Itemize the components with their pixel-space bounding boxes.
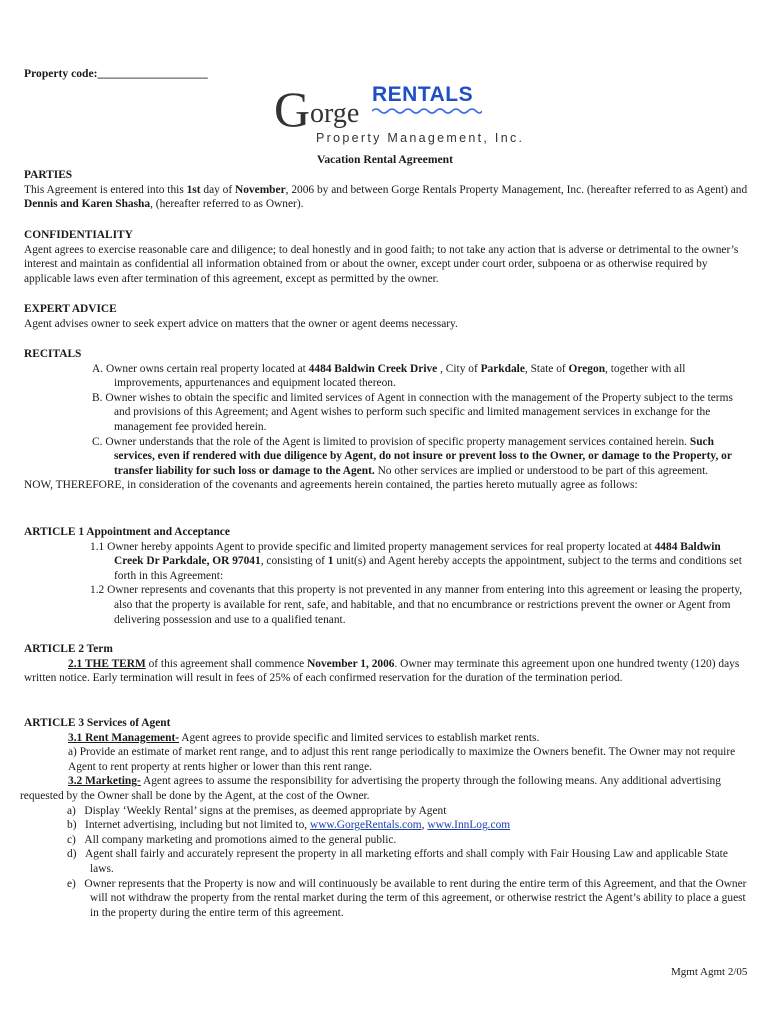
recitals-section [24, 347, 750, 493]
confidentiality-text: Agent agrees to exercise reasonable care and diligence; to deal honestly and in good faith; to not take any action that is adverse or detrimental to the owner’s interest and maintain as confidential all information obtained from or about the owner, except under court order, subpoena or as otherwise required by applicable laws even after termination of this agreement, except as permitted by the owner. [24, 243, 739, 285]
article-3-heading: ARTICLE 3 Services of Agent [24, 717, 171, 729]
logo-word-orge: orge [310, 98, 360, 129]
article-1-1: 1.1 Owner hereby appoints Agent to provide specific and limited property management services for real property located at 4484 Baldwin Creek Dr Parkdale, OR 97041, consisting of 1 unit(s) and Agent hereby accepts the appointment, subject to the terms and conditions set forth in this Agreement: [90, 540, 742, 582]
expert-advice-heading: EXPERT ADVICE [24, 303, 117, 315]
expert-advice-text: Agent advises owner to seek expert advice on matters that the owner or agent deems necessary. [24, 317, 458, 330]
recital-b: B. Owner wishes to obtain the specific and limited services of Agent in connection with the management of the Property subject to the terms and provisions of this Agreement; and Agent wishes to perform such specific and limited management services in exchange for the management fee provided herein. [92, 391, 733, 433]
logo-letter-g: G [274, 81, 311, 137]
article-2-term: 2.1 THE TERM of this agreement shall commence November 1, 2006. Owner may terminate this agreement upon one hundred twenty (120) days written notice. Early termination will result in fees of 25% of each confirmed reservation for the duration of the termination period. [24, 657, 740, 685]
article-1-section [24, 525, 750, 627]
article-1-heading: ARTICLE 1 Appointment and Acceptance [24, 526, 230, 538]
property-code-label: Property code:___________________ [24, 67, 208, 80]
innlog-link[interactable]: www.InnLog.com [427, 819, 511, 832]
article-1-2: 1.2 Owner represents and covenants that this property is not prevented in any manner from entering into this agreement or leasing the property, also that the property is available for rent, safe, and habitable, and that no encumbrance or restrictions prevent the owner or Agent from delivering possession and use to a qualified tenant. [90, 584, 743, 626]
logo-subtitle: Property Management, Inc. [316, 131, 525, 145]
marketing-item-d: d) Agent shall fairly and accurately represent the property in all marketing efforts and shall comply with Fair Housing Law and applicable State laws. [67, 848, 728, 875]
confidentiality-section [24, 228, 750, 286]
parties-text: This Agreement is entered into this 1st day of November, 2006 by and between Gorge Rentals Property Management, Inc. (hereafter referred to as Agent) and Dennis and Karen Shasha, (hereafter referred to as Owner). [24, 183, 748, 211]
document-title: Vacation Rental Agreement [317, 153, 453, 166]
now-therefore-text: NOW, THEREFORE, in consideration of the covenants and agreements herein contained, the parties hereto mutually agree as follows: [24, 479, 638, 492]
logo-word-rentals: RENTALS [372, 83, 474, 106]
marketing-item-a: a) Display ‘Weekly Rental’ signs at the premises, as deemed appropriate by Agent [67, 804, 447, 817]
recital-a: A. Owner owns certain real property located at 4484 Baldwin Creek Drive , City of Parkdale, State of Oregon, together with all improvements, appurtenances and equipment located thereon. [92, 362, 686, 390]
article-3-section [20, 716, 750, 920]
article-3-2: 3.2 Marketing- Agent agrees to assume the responsibility for advertising the property through the following means. Any additional advertising requested by the Owner shall be done by the Agent, at the cost of the Owner. [20, 775, 721, 802]
marketing-item-e: e) Owner represents that the Property is now and will continuously be available to rent during the entire term of this Agreement, and that the Owner will not withdraw the property from the rental market during the term of this agreement, or otherwise restrict the Agent’s ability to place a guest in the property during the entire term of this agreement. [67, 877, 747, 919]
marketing-item-b: b) Internet advertising, including but not limited to, www.GorgeRentals.com, www.InnLog.com [67, 819, 511, 832]
article-3-1-a: a) Provide an estimate of market rent range, and to adjust this rent range periodically to maximize the Owners benefit. The Owner may not require Agent to rent property at rents higher or lower than this rent range. [68, 746, 736, 773]
expert-advice-section [24, 302, 750, 331]
footer-label: Mgmt Agmt 2/05 [671, 966, 748, 978]
gorge-rentals-logo [272, 80, 525, 150]
logo-wave-icon [372, 107, 482, 115]
article-2-heading: ARTICLE 2 Term [24, 643, 113, 655]
gorgerentals-link[interactable]: www.GorgeRentals.com [309, 819, 422, 832]
confidentiality-heading: CONFIDENTIALITY [24, 229, 133, 241]
recitals-heading: RECITALS [24, 348, 82, 360]
parties-section [24, 168, 750, 212]
article-3-1: 3.1 Rent Management- Agent agrees to provide specific and limited services to establish market rents. [68, 731, 540, 744]
parties-heading: PARTIES [24, 169, 73, 181]
recital-c: C. Owner understands that the role of the Agent is limited to provision of specific property management services contained herein. Such services, even if rendered with due diligence by Agent, do not insure or prevent loss to the Owner, or damage to the Property, or transfer liability for such loss or damage to the Agent. No other services are implied or understood to be part of this agreement. [92, 435, 732, 477]
marketing-item-c: c) All company marketing and promotions aimed to the general public. [67, 833, 397, 846]
article-2-section [24, 642, 750, 686]
